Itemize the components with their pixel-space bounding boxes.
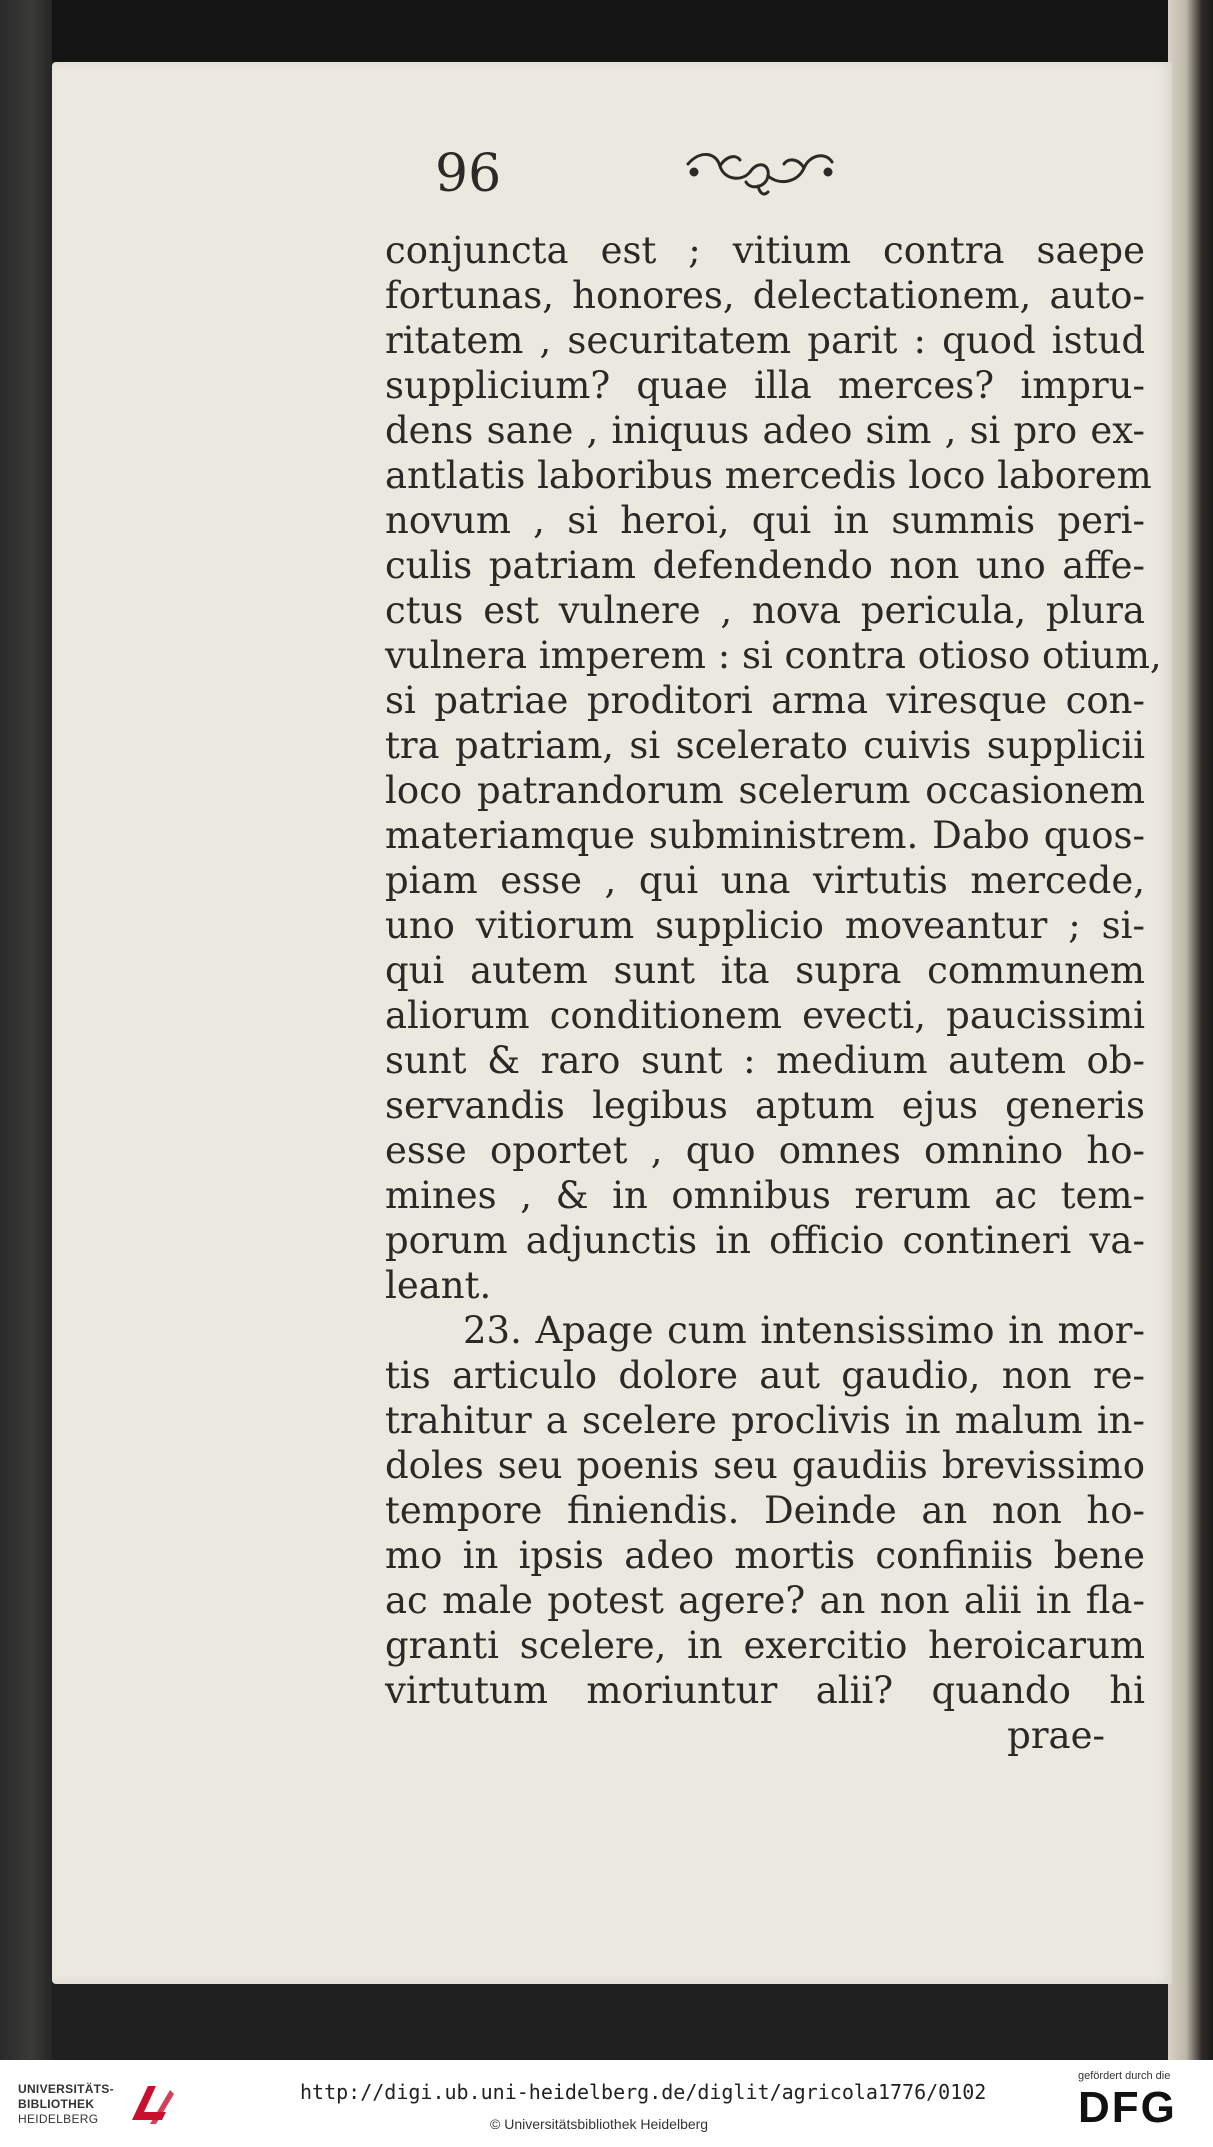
text-line: loco patrandorum scelerum occasionem <box>385 769 1145 812</box>
text-line: mines , & in omnibus rerum ac tem- <box>385 1174 1145 1217</box>
text-line: ac male potest agere? an non alii in fla- <box>385 1579 1145 1622</box>
catchword: prae- <box>1007 1714 1105 1757</box>
text-line: aliorum conditionem evecti, paucissimi <box>385 994 1145 1037</box>
text-line: sunt & raro sunt : medium autem ob- <box>385 1039 1145 1082</box>
text-line: servandis legibus aptum ejus generis <box>385 1084 1145 1127</box>
text-line: ritatem , securitatem parit : quod istud <box>385 319 1145 362</box>
text-line: materiamque subministrem. Dabo quos- <box>385 814 1145 857</box>
page-url-link[interactable]: http://digi.ub.uni-heidelberg.de/diglit/agricola1776/0102 <box>300 2080 987 2104</box>
text-line: porum adjunctis in officio contineri va- <box>385 1219 1145 1262</box>
ornament-icon <box>680 142 840 204</box>
scan-top-border <box>0 0 1213 62</box>
institution-name-line2: BIBLIOTHEK <box>18 2097 95 2111</box>
text-line: esse oportet , quo omnes omnino ho- <box>385 1129 1145 1172</box>
text-line: si patriae proditori arma viresque con- <box>385 679 1145 722</box>
text-line: tempore finiendis. Deinde an non ho- <box>385 1489 1145 1532</box>
text-line: ctus est vulnere , nova pericula, plura <box>385 589 1145 632</box>
text-line: mo in ipsis adeo mortis confiniis bene <box>385 1534 1145 1577</box>
text-line: conjuncta est ; vitium contra saepe <box>385 229 1145 272</box>
institution-name-line3: HEIDELBERG <box>18 2112 99 2126</box>
footer-bar <box>0 2060 1213 2147</box>
text-line: 23. Apage cum intensissimo in mor- <box>463 1309 1145 1352</box>
institution-name-line1: UNIVERSITÄTS- <box>18 2082 114 2096</box>
text-line: trahitur a scelere proclivis in malum in- <box>385 1399 1145 1442</box>
ub-mark-icon <box>126 2080 176 2128</box>
copyright-notice: © Universitätsbibliothek Heidelberg <box>490 2116 709 2132</box>
text-line: antlatis laboribus mercedis loco laborem <box>385 454 1152 497</box>
text-line: leant. <box>385 1264 492 1307</box>
book-page-edges-right <box>1168 0 1213 2060</box>
page-number: 96 <box>435 144 502 204</box>
text-line: supplicium? quae illa merces? impru- <box>385 364 1145 407</box>
text-line: doles seu poenis seu gaudiis brevissimo <box>385 1444 1145 1487</box>
book-binding-left <box>0 0 52 2060</box>
text-line: fortunas, honores, delectationem, auto- <box>385 274 1145 317</box>
text-line: culis patriam defendendo non uno affe- <box>385 544 1145 587</box>
text-line: uno vitiorum supplicio moveantur ; si- <box>385 904 1145 947</box>
dfg-logo-icon[interactable]: DFG <box>1078 2083 1177 2132</box>
text-line: qui autem sunt ita supra communem <box>385 949 1145 992</box>
body-text <box>385 228 1162 1758</box>
text-line: piam esse , qui una virtutis mercede, <box>385 859 1145 902</box>
text-line: tis articulo dolore aut gaudio, non re- <box>385 1354 1145 1397</box>
text-line: granti scelere, in exercitio heroicarum <box>385 1624 1145 1667</box>
text-line: virtutum moriuntur alii? quando hi <box>385 1669 1145 1712</box>
text-line: dens sane , iniquus adeo sim , si pro ex- <box>385 409 1145 452</box>
ub-heidelberg-logo-icon[interactable] <box>18 2080 168 2128</box>
text-line: novum , si heroi, qui in summis peri- <box>385 499 1145 542</box>
text-line: tra patriam, si scelerato cuivis supplicii <box>385 724 1145 767</box>
text-line: vulnera imperem : si contra otioso otium, <box>385 634 1162 677</box>
funder-label: gefördert durch die <box>1078 2070 1171 2082</box>
